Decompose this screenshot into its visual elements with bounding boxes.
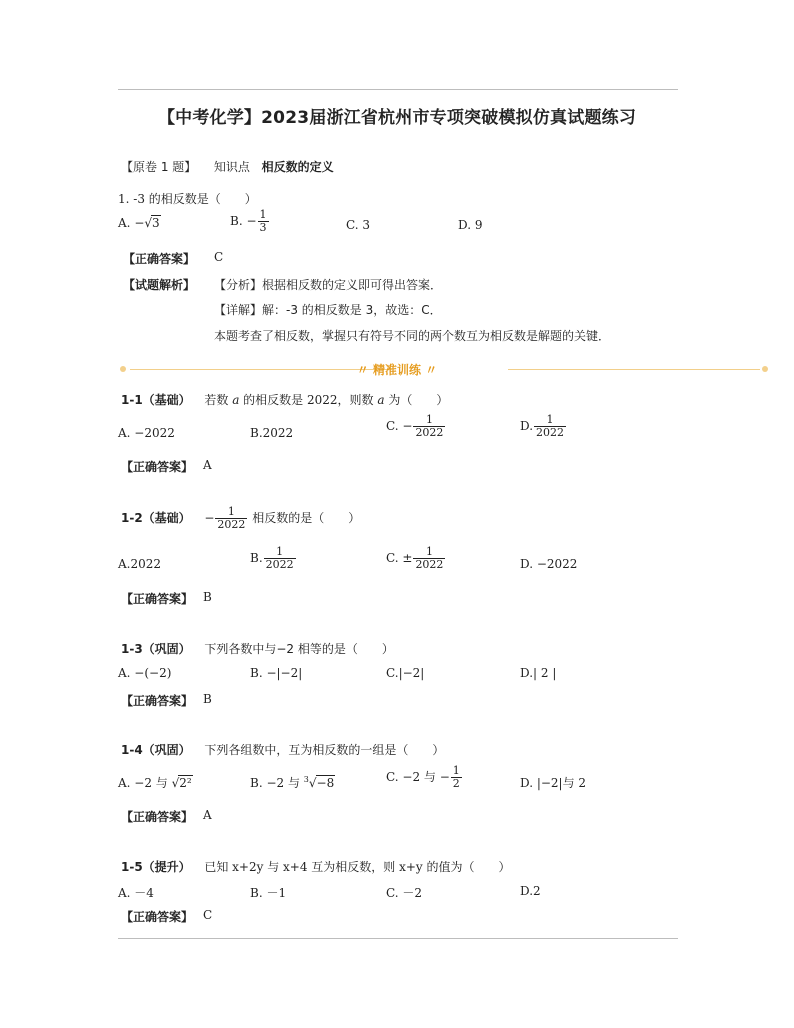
q1-4-tag: 1-4（巩固）	[121, 743, 191, 757]
q1-3-answer-value: B	[203, 692, 212, 706]
q1-1-option-d: D. $\frac{1}{2022}$	[520, 413, 565, 439]
knowledge-point-label: 知识点	[213, 160, 250, 174]
q1-analysis-line-1: 【分析】根据相反数的定义即可得出答案．	[214, 278, 443, 292]
q1-1-stem: 1-1（基础） 若数 a 的相反数是 2022，则数 a 为（ ）	[121, 393, 449, 407]
q1-5-option-c: C. －2	[386, 886, 423, 900]
q1-2-option-b: B. $\frac{1}{2022}$	[250, 545, 294, 571]
q1-5-answer-value: C	[203, 908, 213, 922]
q1-4-option-b: B. −2 与 $^3$√−8	[250, 775, 335, 790]
q1-3-option-a: A. −(−2)	[118, 666, 172, 680]
q1-option-c: C. 3	[346, 218, 371, 232]
q1-2-option-a: A.2022	[118, 557, 162, 571]
q1-5-stem: 1-5（提升） 已知 x+2y 与 x+4 互为相反数，则 x+y 的值为（ ）	[121, 860, 511, 874]
q1-2-stem: 1-2（基础） − $\frac{1}{2022}$ 相反数的是（ ）	[121, 505, 361, 531]
q1-stem: 1. -3 的相反数是（ ）	[118, 192, 257, 206]
banner-deco-right: 〃	[425, 363, 438, 377]
q1-3-answer-label: 【正确答案】	[121, 694, 194, 708]
q1-1-option-c: C. − $\frac{1}{2022}$	[386, 413, 444, 439]
q1-4-stem: 1-4（巩固） 下列各组数中，互为相反数的一组是（ ）	[121, 743, 445, 757]
q1-5-option-a: A. －4	[118, 886, 154, 900]
source-label: 【原卷 1 题】	[121, 160, 197, 174]
q1-4-option-c: C. −2 与 − $\frac{1}{2}$	[386, 764, 460, 790]
top-rule	[118, 89, 678, 90]
q1-1-option-b: B.2022	[250, 426, 294, 440]
q1-analysis-label: 【试题解析】	[123, 278, 196, 292]
q1-analysis-line-3: 本题考查了相反数，掌握只有符号不同的两个数互为相反数是解题的关键．	[214, 329, 611, 343]
q1-option-b: B. − $\frac{1}{3}$	[230, 208, 267, 234]
q1-5-answer-label: 【正确答案】	[121, 910, 194, 924]
q1-4-answer-value: A	[203, 808, 212, 822]
q1-3-option-d: D.| 2 |	[520, 666, 557, 680]
q1-3-tag: 1-3（巩固）	[121, 642, 191, 656]
q1-2-answer-value: B	[203, 590, 212, 604]
knowledge-point-value: 相反数的定义	[261, 160, 334, 174]
q1-2-option-d: D. −2022	[520, 557, 578, 571]
q1-3-option-b: B. −|−2|	[250, 666, 303, 680]
q1-answer-label: 【正确答案】	[123, 252, 196, 266]
q1-1-answer-label: 【正确答案】	[121, 460, 194, 474]
q1-3-option-c: C.|−2|	[386, 666, 425, 680]
q1-analysis-line-2: 【详解】解：-3 的相反数是 3，故选：C．	[214, 303, 442, 317]
q1-4-option-d: D. |−2|与 2	[520, 776, 587, 790]
q1-option-d: D. 9	[458, 218, 483, 232]
q1-1-option-a: A. −2022	[118, 426, 175, 440]
q1-2-tag: 1-2（基础）	[121, 511, 191, 525]
q1-answer-value: C	[214, 250, 224, 264]
q1-1-tag: 1-1（基础）	[121, 393, 191, 407]
q1-5-option-d: D.2	[520, 884, 541, 898]
bottom-rule	[118, 938, 678, 939]
q1-2-answer-label: 【正确答案】	[121, 592, 194, 606]
banner-deco-left: 〃	[356, 363, 369, 377]
q1-5-option-b: B. －1	[250, 886, 287, 900]
q1-3-stem: 1-3（巩固） 下列各数中与−2 相等的是（ ）	[121, 642, 394, 656]
q1-4-answer-label: 【正确答案】	[121, 810, 194, 824]
q1-1-answer-value: A	[203, 458, 212, 472]
q1-4-option-a: A. −2 与 √2²	[118, 776, 192, 790]
source-info	[121, 158, 334, 175]
banner-title: 精准训练	[372, 363, 421, 377]
q1-option-a: A. −√3	[118, 216, 160, 230]
training-banner	[0, 361, 794, 378]
q1-2-option-c: C. ± $\frac{1}{2022}$	[386, 545, 444, 571]
q1-5-tag: 1-5（提升）	[121, 860, 191, 874]
page-title: 【中考化学】2023届浙江省杭州市专项突破模拟仿真试题练习	[157, 108, 637, 128]
